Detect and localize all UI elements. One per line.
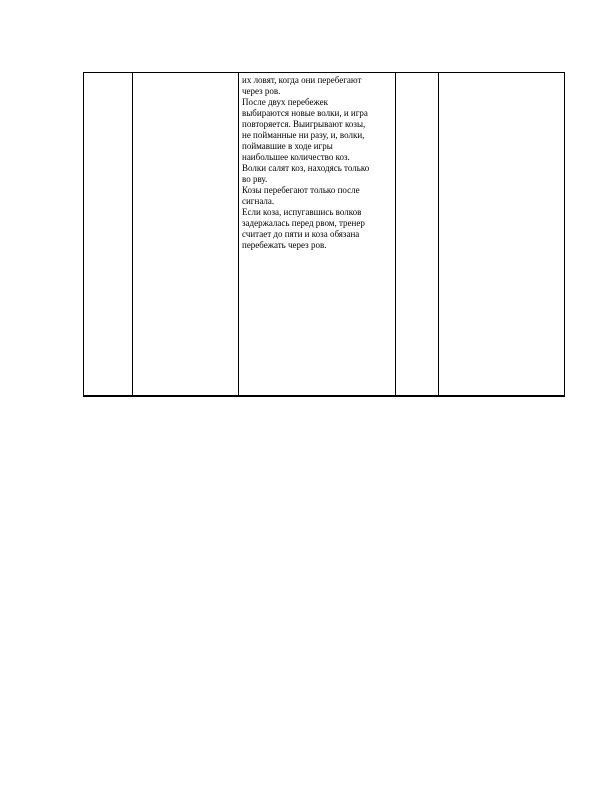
description-line: Волки салят коз, находясь только [242,163,370,173]
description-line: выбираются новые волки, и игра [242,108,368,118]
game-description-cell [242,75,392,251]
description-line: во рву. [242,174,268,184]
table-column-divider-3 [395,73,396,395]
description-line: перебежать через ров. [242,240,327,250]
description-line: их ловят, когда они перебегают [242,75,362,85]
table-column-divider-4 [438,73,439,395]
lesson-plan-table [83,72,565,397]
description-line: задержалась перед рвом, тренер [242,218,365,228]
description-line: наибольшее количество коз. [242,152,350,162]
description-line: через ров. [242,86,281,96]
table-column-divider-1 [132,73,133,395]
description-line: Если коза, испугавшись волков [242,207,362,217]
description-line: После двух перебежек [242,97,328,107]
description-line: сигнала. [242,196,275,206]
description-line: не пойманные ни разу, и, волки, [242,130,365,140]
description-line: считает до пяти и коза обязана [242,229,360,239]
description-line: Козы перебегают только после [242,185,360,195]
table-column-divider-2 [238,73,239,395]
description-line: поймавшие в ходе игры [242,141,333,151]
description-line: повторяется. Выигрывают козы, [242,119,366,129]
